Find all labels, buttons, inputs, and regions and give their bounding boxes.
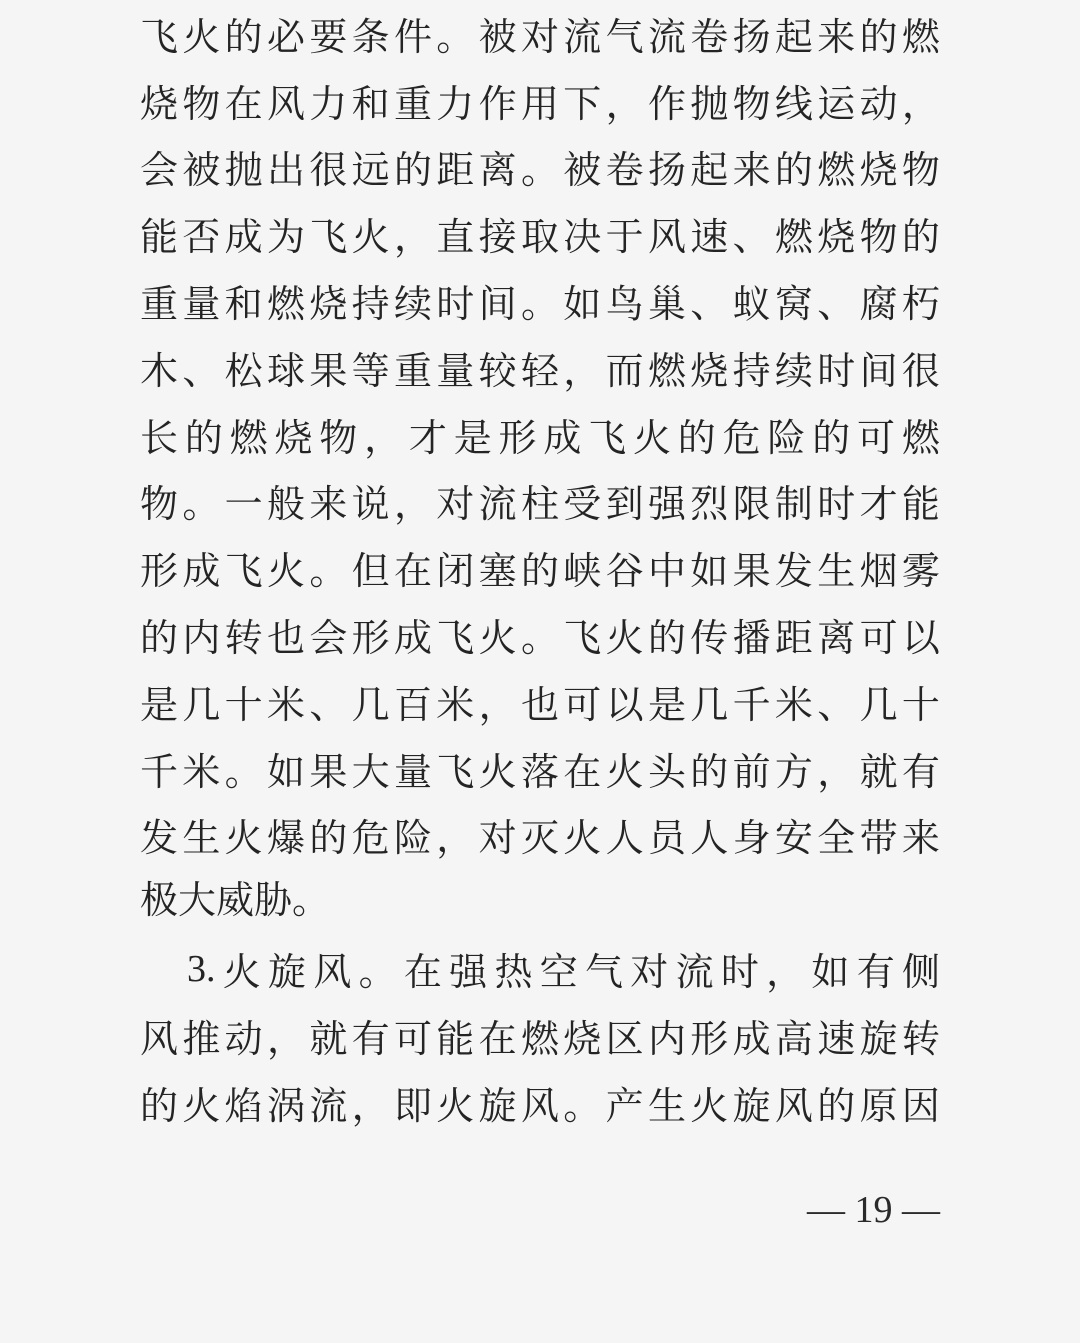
text-line: 形 成 飞 火 。 但 在 闭 塞 的 峡 谷 中 如 果 发 生 烟 雾 [140, 551, 940, 594]
body-text [140, 0, 940, 1136]
page-footer [140, 1186, 940, 1234]
text-line: 长 的 燃 烧 物 ， 才 是 形 成 飞 火 的 危 险 的 可 燃 [140, 417, 940, 460]
text-line: 是 几 十 米 、 几 百 米 ， 也 可 以 是 几 千 米 、 几 十 [140, 684, 940, 727]
text-line: 的 火 焰 涡 流 ， 即 火 旋 风 。 产 生 火 旋 风 的 原 因 [140, 1085, 940, 1128]
text-line: 木 、 松 球 果 等 重 量 较 轻 ， 而 燃 烧 持 续 时 间 很 [140, 350, 940, 393]
text-line: 风 推 动 ， 就 有 可 能 在 燃 烧 区 内 形 成 高 速 旋 转 [140, 1018, 940, 1061]
text-line: 发 生 火 爆 的 危 险 ， 对 灭 火 人 员 人 身 安 全 带 来 [140, 818, 940, 861]
text-line: 千 米 。 如 果 大 量 飞 火 落 在 火 头 的 前 方 ， 就 有 [140, 751, 940, 794]
text-line: 烧 物 在 风 力 和 重 力 作 用 下 ， 作 抛 物 线 运 动 ， [140, 83, 940, 126]
text-line: 重 量 和 燃 烧 持 续 时 间 。 如 鸟 巢 、 蚁 窝 、 腐 朽 [140, 284, 940, 327]
text-line: 的 内 转 也 会 形 成 飞 火 。 飞 火 的 传 播 距 离 可 以 [140, 618, 940, 661]
text-line-paragraph-start: 3. 火 旋 风 。 在 强 热 空 气 对 流 时 ， 如 有 侧 [187, 947, 940, 995]
text-line: 物 。 一 般 来 说 ， 对 流 柱 受 到 强 烈 限 制 时 才 能 [140, 484, 940, 527]
page-number: — 19 — [807, 1189, 940, 1231]
text-line: 飞 火 的 必 要 条 件 。 被 对 流 气 流 卷 扬 起 来 的 燃 [140, 16, 940, 59]
text-line: 会 被 抛 出 很 远 的 距 离 。 被 卷 扬 起 来 的 燃 烧 物 [140, 150, 940, 193]
text-line-paragraph-end: 极大威胁。 [140, 880, 331, 923]
text-line: 能 否 成 为 飞 火 ， 直 接 取 决 于 风 速 、 燃 烧 物 的 [140, 217, 940, 260]
